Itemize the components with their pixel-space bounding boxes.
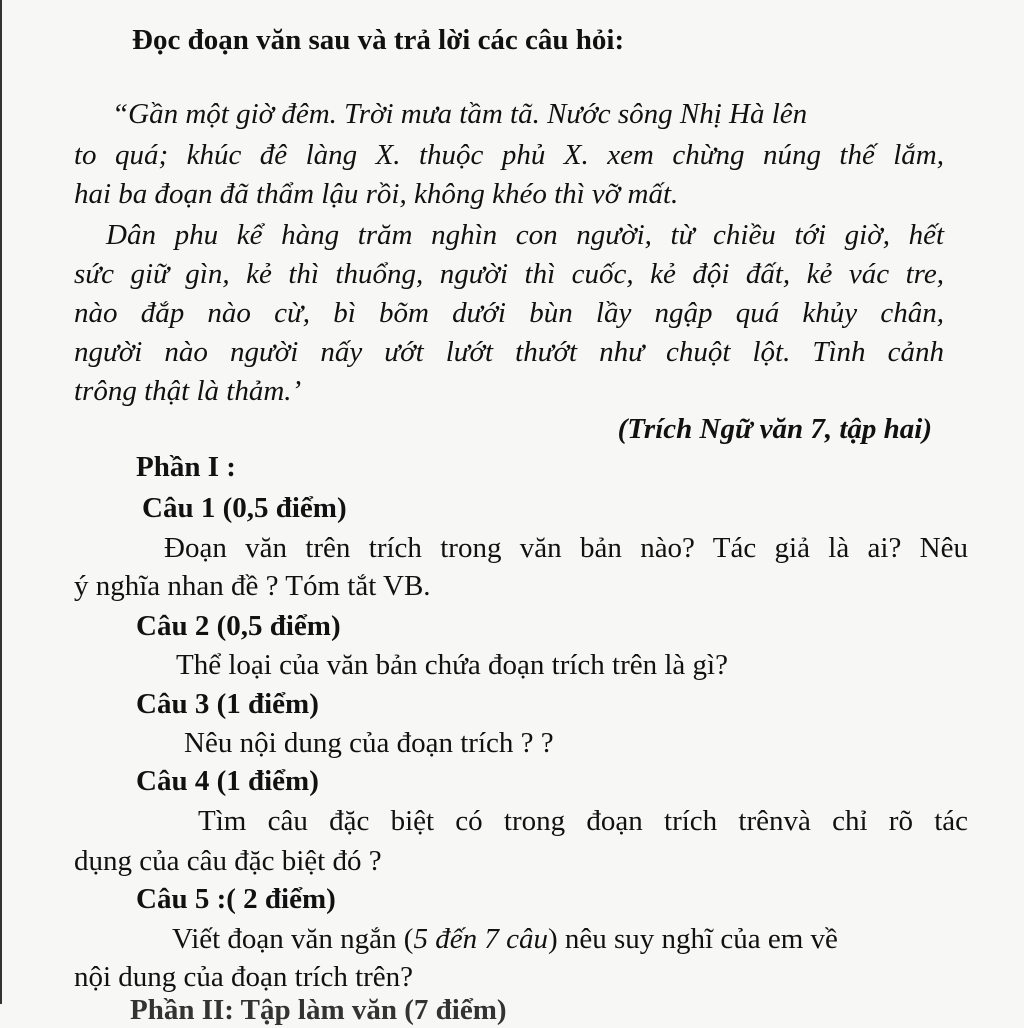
passage-source: (Trích Ngữ văn 7, tập hai) (617, 413, 932, 445)
passage-line-1: “Gần một giờ đêm. Trời mưa tầm tã. Nước sông Nhị Hà lên (112, 98, 808, 130)
question-2-line-1: Thể loại của văn bản chứa đoạn trích trên là gì? (176, 649, 728, 681)
passage-line-7: người nào người nấy ướt lướt thướt như chuột lột. Tình cảnh (74, 336, 944, 368)
heading: Đọc đoạn văn sau và trả lời các câu hỏi: (132, 24, 625, 56)
question-1-title: Câu 1 (0,5 điểm) (142, 492, 347, 524)
question-3-title: Câu 3 (1 điểm) (136, 688, 319, 720)
question-2-title: Câu 2 (0,5 điểm) (136, 610, 341, 642)
cut-off-next-line (130, 992, 630, 1026)
question-3-line-1: Nêu nội dung của đoạn trích ? ? (184, 727, 554, 759)
passage-line-6: nào đắp nào cừ, bì bõm dưới bùn lầy ngập quá khủy chân, (74, 297, 944, 329)
question-4-title: Câu 4 (1 điểm) (136, 765, 319, 797)
question-5-line-1-italic: 5 đến 7 câu (413, 923, 548, 955)
part-title: Phần I : (136, 451, 236, 483)
passage-line-8: trông thật là thảm.’ (74, 375, 302, 407)
question-4-line-1: Tìm câu đặc biệt có trong đoạn trích trênvà chỉ rõ tác (198, 805, 968, 837)
question-5-title: Câu 5 :( 2 điểm) (136, 883, 336, 915)
question-5-line-1 (172, 921, 968, 957)
question-5-line-1-before: Viết đoạn văn ngắn ( (172, 923, 414, 955)
question-5-line-1-after: ) nêu suy nghĩ của em về (547, 923, 838, 955)
cut-off-text: Phần II: Tập làm văn (7 điểm) (130, 994, 507, 1026)
passage-line-2: to quá; khúc đê làng X. thuộc phủ X. xem chừng núng thế lắm, (74, 139, 944, 171)
question-5-line-2: nội dung của đoạn trích trên? (74, 961, 414, 993)
page-edge (0, 0, 2, 1004)
question-4-line-2: dụng của câu đặc biệt đó ? (74, 845, 382, 877)
passage-line-3: hai ba đoạn đã thẩm lậu rồi, không khéo thì vỡ mất. (74, 178, 679, 210)
question-1-line-2: ý nghĩa nhan đề ? Tóm tắt VB. (74, 570, 431, 602)
passage-line-4: Dân phu kể hàng trăm nghìn con người, từ chiều tới giờ, hết (106, 219, 944, 251)
question-1-line-1: Đoạn văn trên trích trong văn bản nào? Tác giả là ai? Nêu (164, 532, 968, 564)
passage-line-5: sức giữ gìn, kẻ thì thuổng, người thì cuốc, kẻ đội đất, kẻ vác tre, (74, 258, 944, 290)
